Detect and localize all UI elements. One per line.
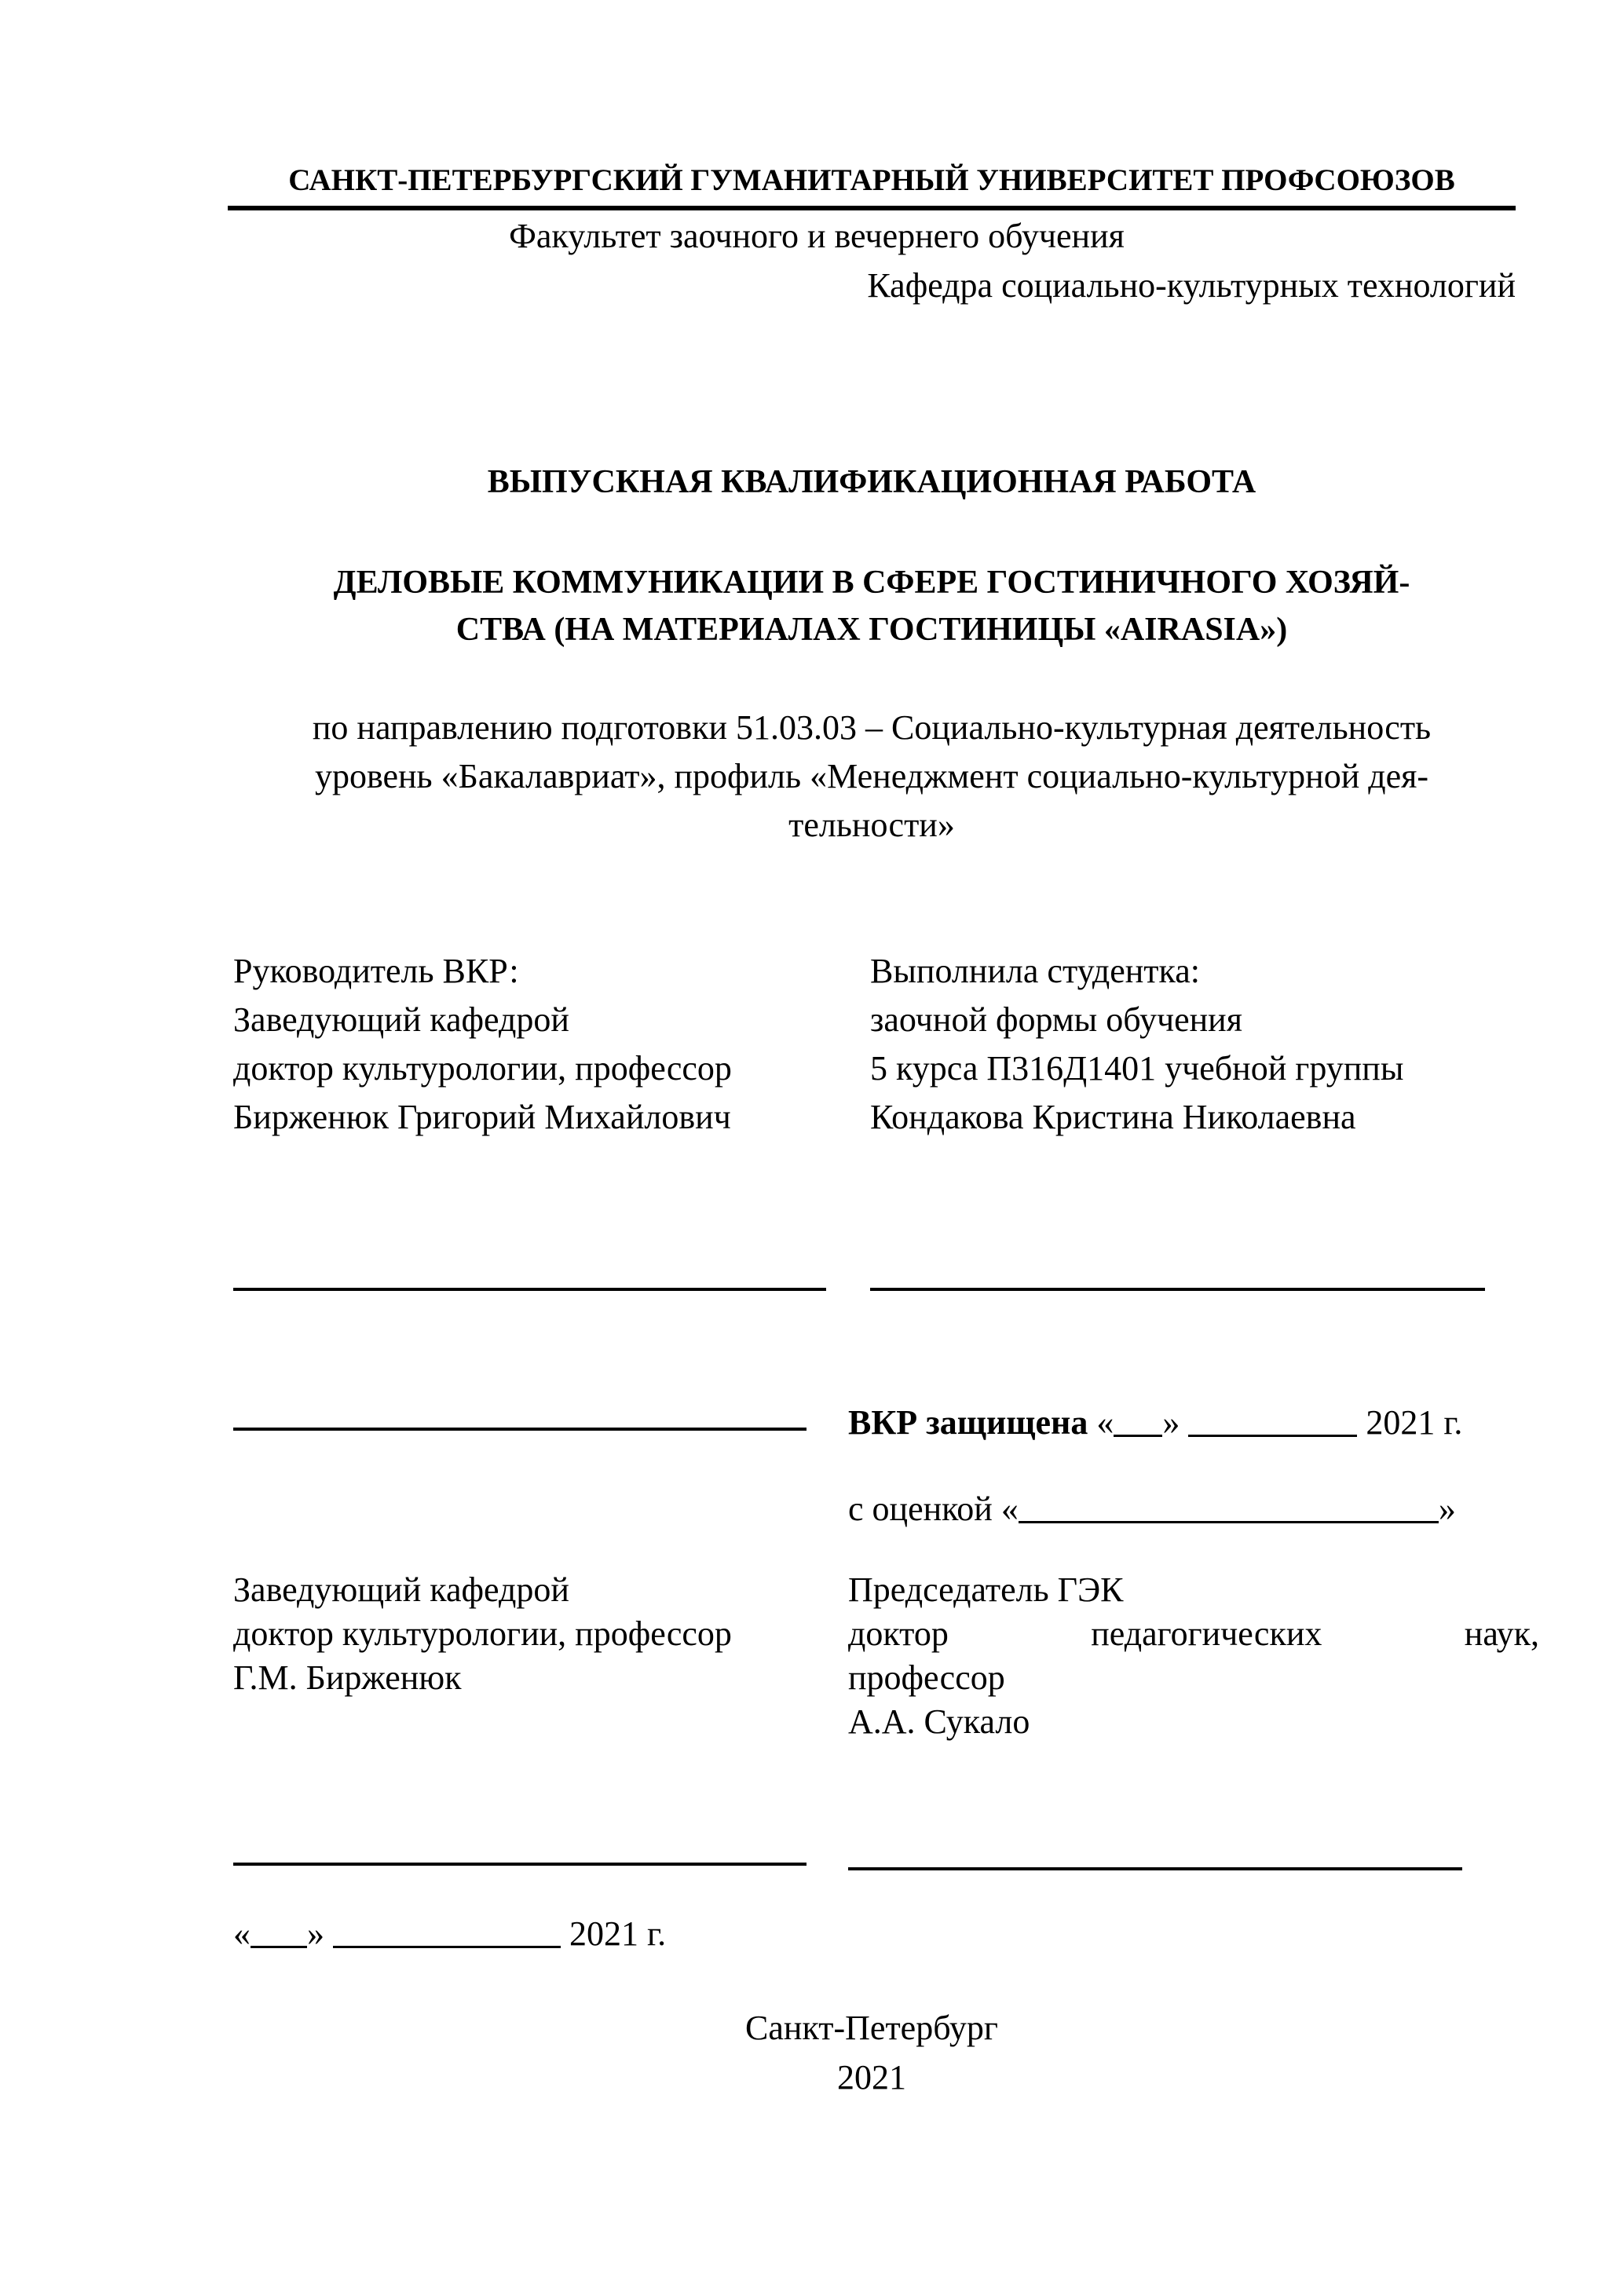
chair-degree-word-3: наук,	[1464, 1614, 1539, 1653]
defense-label: ВКР защищена	[848, 1403, 1088, 1442]
student-name: Кондакова Кристина Николаевна	[870, 1098, 1356, 1136]
date-day-blank[interactable]	[251, 1911, 307, 1948]
city: Санкт-Петербург	[745, 2009, 998, 2047]
direction-line-2: уровень «Бакалавриат», профиль «Менеджмент социально-культурной дея-	[314, 757, 1429, 795]
student-block	[870, 947, 1403, 1142]
chair-name: А.А. Сукало	[848, 1702, 1030, 1741]
student-label: Выполнила студентка:	[870, 952, 1200, 990]
head-signature-line-top[interactable]	[233, 1428, 807, 1431]
head-signature-line[interactable]	[233, 1863, 807, 1866]
supervisor-signature-line[interactable]	[233, 1288, 826, 1291]
thesis-title-line-2: СТВА (НА МАТЕРИАЛАХ ГОСТИНИЦЫ «AIRASIA»)	[455, 612, 1288, 648]
grade-statement	[848, 1486, 1456, 1530]
student-group: 5 курса П316Д1401 учебной группы	[870, 1049, 1404, 1088]
date-month-blank[interactable]	[333, 1911, 561, 1948]
department-name: Кафедра социально-культурных технологий	[867, 266, 1516, 305]
date-year: 2021 г.	[569, 1914, 667, 1953]
header-divider	[228, 206, 1516, 210]
gek-chair-signature-line[interactable]	[848, 1867, 1462, 1870]
supervisor-block	[233, 947, 732, 1142]
thesis-title-line-1: ДЕЛОВЫЕ КОММУНИКАЦИИ В СФЕРЕ ГОСТИНИЧНОГО ХОЗЯЙ-	[333, 565, 1410, 601]
date-quote-close: »	[307, 1914, 324, 1953]
supervisor-label: Руководитель ВКР:	[233, 952, 519, 990]
head-degree: доктор культурологии, профессор	[233, 1614, 732, 1653]
chair-degree-word-2: педагогических	[1091, 1614, 1322, 1653]
chair-degree-word-1: доктор	[848, 1614, 949, 1653]
defense-statement	[848, 1400, 1462, 1444]
grade-blank[interactable]	[1019, 1486, 1439, 1523]
chair-position: Председатель ГЭК	[848, 1570, 1124, 1609]
grade-quote-close: »	[1438, 1490, 1456, 1528]
date-line	[233, 1911, 666, 1955]
chair-degree	[848, 1612, 1539, 1656]
defense-day-blank[interactable]	[1114, 1400, 1162, 1437]
supervisor-position: Заведующий кафедрой	[233, 1000, 569, 1039]
direction-line-3: тельности»	[788, 806, 955, 844]
head-name: Г.М. Бирженюк	[233, 1658, 462, 1697]
supervisor-name: Бирженюк Григорий Михайлович	[233, 1098, 731, 1136]
head-of-department-block	[233, 1568, 732, 1700]
head-position: Заведующий кафедрой	[233, 1570, 569, 1609]
date-quote-open: «	[233, 1914, 251, 1953]
work-type-heading: ВЫПУСКНАЯ КВАЛИФИКАЦИОННАЯ РАБОТА	[487, 464, 1256, 500]
direction-line-1: по направлению подготовки 51.03.03 – Социально-культурная деятельность	[312, 708, 1432, 747]
student-signature-line[interactable]	[870, 1288, 1485, 1291]
chair-title: профессор	[848, 1658, 1005, 1697]
defense-quote-close: »	[1162, 1403, 1180, 1442]
defense-month-blank[interactable]	[1188, 1400, 1357, 1437]
year: 2021	[837, 2058, 906, 2097]
supervisor-degree: доктор культурологии, профессор	[233, 1049, 732, 1088]
gek-chair-block	[848, 1568, 1539, 1744]
faculty-name: Факультет заочного и вечернего обучения	[509, 217, 1125, 255]
defense-quote-open: «	[1096, 1403, 1114, 1442]
student-form: заочной формы обучения	[870, 1000, 1242, 1039]
grade-label: с оценкой «	[848, 1490, 1019, 1528]
defense-year: 2021 г.	[1366, 1403, 1463, 1442]
university-name: САНКТ-ПЕТЕРБУРГСКИЙ ГУМАНИТАРНЫЙ УНИВЕРСИТЕТ ПРОФСОЮЗОВ	[288, 163, 1455, 197]
